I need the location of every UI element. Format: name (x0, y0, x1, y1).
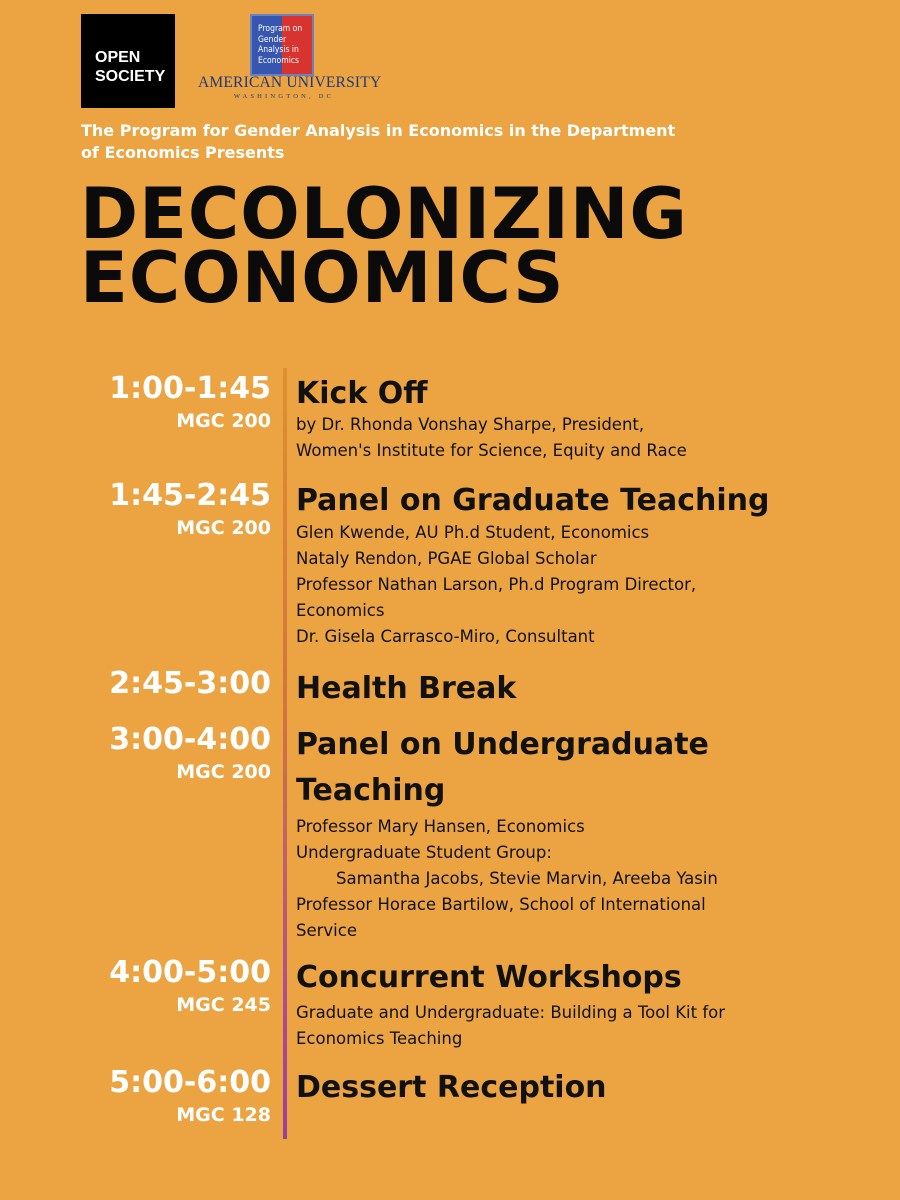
pgae-logo-line: Program on (258, 24, 303, 34)
event-title-line: ECONOMICS (80, 237, 565, 319)
session-detail-line: Samantha Jacobs, Stevie Marvin, Areeba Yasin (336, 869, 718, 888)
session-title: Panel on Undergraduate Teaching (296, 727, 709, 808)
session-title: Concurrent Workshops (296, 960, 682, 995)
session-detail-line: Service (296, 921, 357, 940)
timeline-divider (283, 368, 287, 1139)
session-room: MGC 200 (176, 517, 271, 539)
american-university-logo (198, 12, 382, 106)
session-room: MGC 245 (176, 994, 271, 1016)
event-title (80, 173, 880, 319)
session-detail-line: Women's Institute for Science, Equity and Race (296, 441, 687, 460)
session-time: 2:45-3:00 (109, 666, 271, 701)
pgae-logo (250, 14, 314, 76)
session-title: Health Break (296, 671, 517, 706)
session-time: 1:45-2:45 (109, 478, 271, 513)
session-room: MGC 200 (176, 410, 271, 432)
session-detail-line: Graduate and Undergraduate: Building a Tool Kit for (296, 1003, 725, 1022)
session-details (296, 412, 886, 464)
university-name: AMERICAN UNIVERSITY (198, 74, 382, 91)
open-society-logo-line: SOCIETY (95, 68, 166, 85)
session-detail-line: Economics Teaching (296, 1029, 463, 1048)
open-society-logo-line: OPEN (95, 49, 141, 66)
pgae-logo-line: Analysis in (258, 45, 299, 55)
pgae-logo-line: Economics (258, 55, 300, 66)
session-room: MGC 200 (176, 761, 271, 783)
session-detail-line: Economics (296, 601, 385, 620)
session-time: 3:00-4:00 (109, 722, 271, 757)
session-title: Dessert Reception (296, 1070, 607, 1105)
session-detail-line: Professor Mary Hansen, Economics (296, 817, 585, 836)
session-title: Kick Off (296, 376, 428, 411)
session-room: MGC 128 (176, 1104, 271, 1126)
session-detail-line: by Dr. Rhonda Vonshay Sharpe, President, (296, 415, 645, 434)
presenter-line: The Program for Gender Analysis in Economics in the Department of Economics Presents (81, 121, 676, 162)
session-time: 5:00-6:00 (109, 1065, 271, 1100)
open-society-logo (81, 14, 175, 108)
session-detail-line: Nataly Rendon, PGAE Global Scholar (296, 549, 597, 568)
session-detail-line: Dr. Gisela Carrasco-Miro, Consultant (296, 627, 595, 646)
session-details (296, 1000, 886, 1052)
session-details (296, 814, 886, 944)
session-details (296, 520, 886, 650)
session-time: 1:00-1:45 (109, 371, 271, 406)
pgae-logo-line: Gender (258, 34, 287, 45)
session-detail-line: Professor Nathan Larson, Ph.d Program Director, (296, 575, 697, 594)
session-time: 4:00-5:00 (109, 955, 271, 990)
session-detail-line: Glen Kwende, AU Ph.d Student, Economics (296, 523, 650, 542)
session-detail-line: Professor Horace Bartilow, School of International (296, 895, 706, 914)
university-city: WASHINGTON, DC (233, 93, 335, 100)
session-detail-line: Undergraduate Student Group: (296, 843, 552, 862)
session-title: Panel on Graduate Teaching (296, 483, 770, 518)
event-title-line: DECOLONIZING (80, 173, 688, 255)
